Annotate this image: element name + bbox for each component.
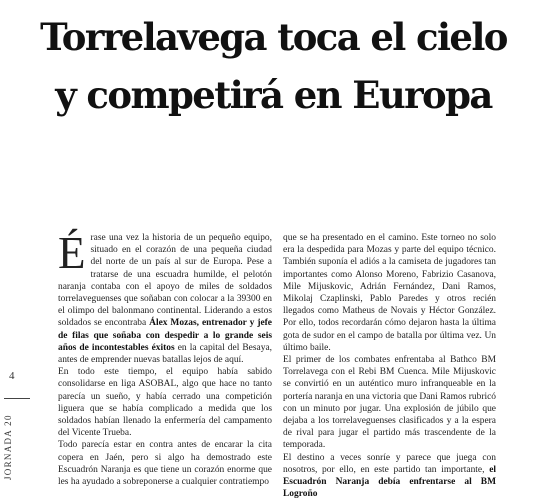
highlighted-text: Álex Mozas, entrenador y jefe de filas que soñaba con despedir a lo grande seis años de incontestables éxitos	[58, 318, 272, 353]
section-label: JORNADA 20	[3, 414, 13, 480]
paragraph: que se ha presentado en el camino. Este torneo no solo era la despedida para Mozas y parte del equipo técnico. También suponía el adiós a la camiseta de jugadores tan importantes como Alonso Moreno, Fabrizio Casanova, Mile Mijuskovic, Adrián Fernández, Dani Ramos, Mikolaj Czaplinski, Pablo Paredes y otros recién llegados como Matheus de Novais y Héctor González. Por ello, todos recordarán cómo dejaron hasta la última gota de sudor en el campo de batalla por última vez. Un último baile.	[283, 233, 496, 353]
article-column-right	[283, 232, 496, 500]
drop-cap: É	[58, 228, 86, 278]
article-column-left	[58, 228, 272, 488]
page-number: 4	[9, 370, 15, 382]
paragraph-text: en la capital del Besaya, antes de emprender nuevas batallas lejos de aquí.	[58, 342, 272, 366]
margin-divider	[4, 398, 30, 399]
headline-line-1: Torrelavega toca el cielo	[40, 15, 507, 59]
paragraph-text: El destino a veces sonríe y parece que juega con nosotros, por ello, en este partido tan importante,	[283, 452, 496, 475]
headline-line-2: y competirá en Europa	[55, 73, 492, 117]
paragraph-text: rase una vez la historia de un pequeño equipo, situado en el corazón de una pequeña ciudad del norte de un país al sur de Europa. Pese a tratarse de una escuadra humilde, el pelotón naranja contaba con el apoyo de miles de soldados torrelaveguenses que soñaban con colocar a la 39300 en el olimpo del balonmano continental. Liderando a estos soldados se encontraba	[58, 233, 272, 329]
paragraph: En todo este tiempo, el equipo había sabido consolidarse en liga ASOBAL, algo que hace no tanto parecía un sueño, y había cerrado una competición liguera que se había complicado a medida que los soldados habían llenado la enfermería del campamento del Vicente Trueba.	[58, 367, 272, 439]
paragraph	[58, 228, 272, 366]
paragraph: El primer de los combates enfrentaba al Bathco BM Torrelavega con el Rebi BM Cuenca. Mile Mijuskovic se convirtió en un auténtico muro infranqueable en la portería naranja en una victoria que Dani Ramos rubricó con un minuto por jugar. Una explosión de júbilo que dejaba a los torrelaveguenses clasificados y a la espera de rival para jugar el partido más trascendente de la temporada.	[283, 355, 496, 451]
highlighted-text: el Escuadrón Naranja debía enfrentarse al BM Logroño	[283, 464, 496, 500]
headline	[0, 8, 547, 124]
paragraph	[283, 452, 496, 500]
paragraph: Todo parecía estar en contra antes de encarar la cita copera en Jaén, pero si algo ha demostrado este Escuadrón Naranja es que tiene un corazón enorme que les ha ayudado a sobreponerse a cualquier contratiempo	[58, 440, 272, 488]
page-margin	[0, 0, 30, 488]
